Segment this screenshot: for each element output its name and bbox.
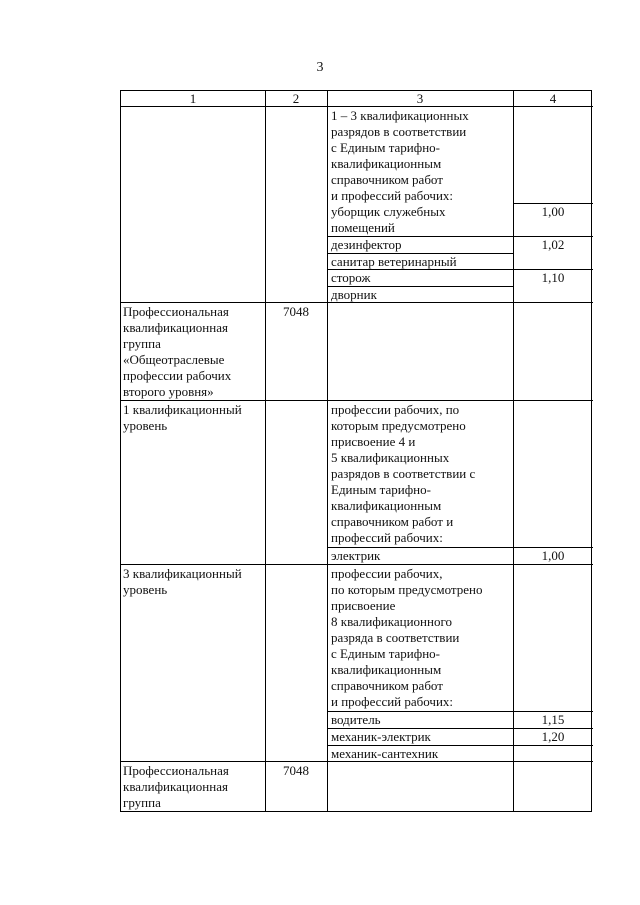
profession-item: санитар ветеринарный xyxy=(331,254,457,269)
header-col-2: 2 xyxy=(292,91,300,106)
group-code: 7048 xyxy=(283,763,309,778)
level-title: 1 квалификационный уровень xyxy=(123,402,242,433)
header-divider xyxy=(121,106,593,107)
header-col-4: 4 xyxy=(549,91,557,106)
profession-item: электрик xyxy=(331,548,381,563)
row-divider xyxy=(121,564,593,565)
level-title: 3 квалификационный уровень xyxy=(123,566,242,597)
profession-item: дворник xyxy=(331,287,377,302)
page-number: 3 xyxy=(316,60,324,75)
level-description: 1 – 3 квалификационных разрядов в соответствии с Единым тарифно- квалификационным справочником работ и профессий рабочих: xyxy=(331,108,469,203)
coefficient-value: 1,00 xyxy=(541,548,565,563)
qualification-table xyxy=(120,90,592,812)
group-title: Профессиональная квалификационная группа «Общеотраслевые профессии рабочих второго уровня» xyxy=(123,304,232,399)
cell-divider xyxy=(513,203,593,204)
coefficient-value: 1,00 xyxy=(541,204,565,219)
group-title: Профессиональная квалификационная группа xyxy=(123,763,229,810)
group-code: 7048 xyxy=(283,304,309,319)
level-description: профессии рабочих, по которым предусмотрено присвоение 8 квалификационного разряда в соответствии с Единым тарифно- квалификационным справочником работ и профессий рабочих: xyxy=(331,566,483,709)
col-divider xyxy=(265,91,266,811)
coefficient-value: 1,15 xyxy=(541,712,565,727)
profession-item: механик-сантехник xyxy=(331,746,439,761)
col-divider xyxy=(513,91,514,811)
coefficient-value: 1,10 xyxy=(541,270,565,285)
profession-item: дезинфектор xyxy=(331,237,402,252)
col-divider xyxy=(327,91,328,811)
level-description: профессии рабочих, по которым предусмотрено присвоение 4 и 5 квалификационных разрядов в соответствии с Единым тарифно- квалификационным справочником работ и профессий рабочих: xyxy=(331,402,476,545)
profession-item: сторож xyxy=(331,270,371,285)
profession-item: механик-электрик xyxy=(331,729,431,744)
header-col-3: 3 xyxy=(416,91,424,106)
coefficient-value: 1,02 xyxy=(541,237,565,252)
profession-item: водитель xyxy=(331,712,381,727)
row-divider xyxy=(121,761,593,762)
header-col-1: 1 xyxy=(189,91,197,106)
row-divider xyxy=(121,400,593,401)
profession-item: уборщик служебных помещений xyxy=(331,204,446,235)
row-divider xyxy=(121,302,593,303)
coefficient-value: 1,20 xyxy=(541,729,565,744)
